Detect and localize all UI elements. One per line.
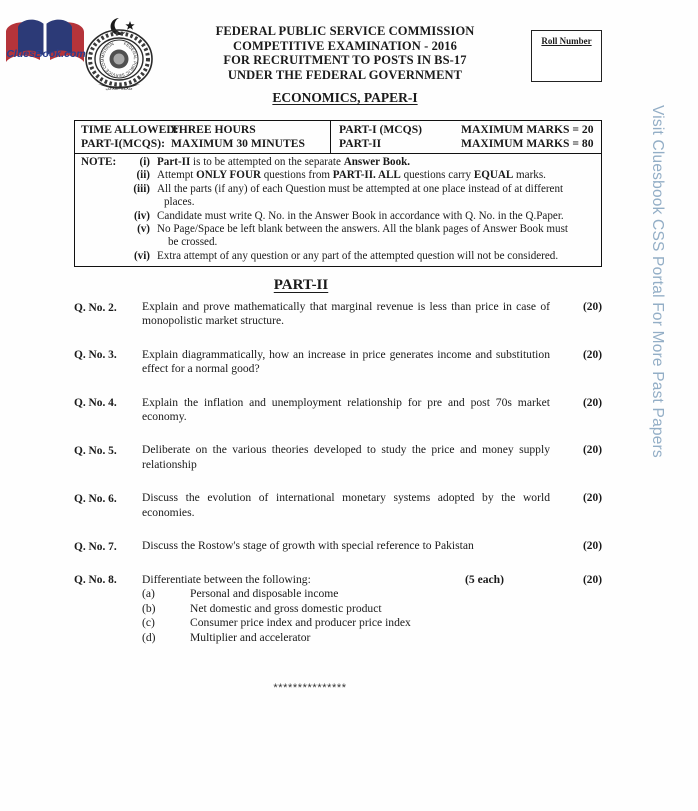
note-text: Candidate must write Q. No. in the Answer Book in accordance with Q. No. in the Q.Paper.	[157, 209, 564, 222]
question-marks: (20)	[583, 301, 602, 313]
note-number: (ii)	[136, 169, 150, 182]
note-text: Attempt ONLY FOUR questions from PART-II. ALL questions carry EQUAL marks.	[157, 169, 546, 182]
header-title-line-2: COMPETITIVE EXAMINATION - 2016	[233, 38, 457, 53]
part2-marks-value: MAXIMUM MARKS = 80	[461, 137, 594, 150]
question-marks: (20)	[583, 396, 602, 409]
table-row	[339, 137, 601, 151]
note-lead-spacer	[81, 223, 127, 236]
question-text: Explain the inflation and unemployment relationship for pre and post 70s market economy.	[142, 395, 550, 424]
list-item	[142, 587, 550, 601]
question-marks: (20)	[583, 348, 602, 361]
question-item	[74, 443, 602, 472]
question-number: Q. No. 4.	[74, 397, 117, 410]
questions-list	[74, 300, 602, 664]
svg-text:متحده اسلامی: متحده اسلامی	[105, 85, 133, 91]
question-each-marks: (5 each)	[465, 572, 504, 586]
question-text: Explain and prove mathematically that marginal revenue is less than price in case of monopolistic market structure.	[142, 300, 550, 328]
question-number: Q. No. 5.	[74, 444, 117, 457]
part2-marks-label: PART-II	[339, 137, 382, 150]
note-item	[81, 250, 595, 263]
sub-item-text: Personal and disposable income	[190, 587, 339, 601]
note-lead-spacer	[81, 183, 127, 196]
note-item	[81, 156, 595, 169]
time-allowed-label: TIME ALLOWED:	[81, 123, 179, 136]
header-titles	[170, 24, 520, 106]
note-item	[81, 169, 595, 182]
note-lead-label: NOTE:	[81, 156, 117, 168]
list-item	[142, 631, 550, 645]
note-number: (vi)	[133, 249, 150, 262]
question-number: Q. No. 3.	[74, 349, 117, 362]
question-text: Discuss the evolution of international monetary systems adopted by the world economies.	[142, 491, 550, 519]
page-title: ECONOMICS, PAPER-I	[272, 90, 418, 106]
part1-marks-value: MAXIMUM MARKS = 20	[461, 123, 594, 136]
question-marks: (20)	[583, 492, 602, 505]
sub-item-text: Multiplier and accelerator	[190, 630, 311, 644]
note-lead-spacer	[81, 169, 127, 182]
sub-item-label: (a)	[142, 587, 155, 601]
note-item	[81, 210, 595, 223]
question-text: Differentiate between the following:	[142, 572, 311, 586]
marks-table-left-column	[75, 121, 331, 153]
marks-table	[75, 121, 601, 154]
question-marks: (20)	[583, 540, 602, 553]
note-number: (iii)	[133, 182, 150, 195]
note-number: (v)	[137, 223, 150, 236]
time-allowed-value: THREE HOURS	[171, 123, 256, 136]
note-text: All the parts (if any) of each Question must be attempted at one place instead of at different	[157, 182, 564, 195]
sub-item-text: Consumer price index and producer price index	[190, 616, 411, 630]
question-sub-list	[142, 587, 550, 645]
part2-heading: PART-II	[273, 277, 329, 293]
note-text-continuation: be crossed.	[168, 236, 218, 249]
header-title-line-1: FEDERAL PUBLIC SERVICE COMMISSION	[215, 24, 475, 38]
table-row	[81, 123, 330, 137]
roll-number-label: Roll Number	[541, 36, 592, 46]
sub-item-label: (d)	[142, 630, 156, 644]
note-text: No Page/Space be left blank between the answers. All the blank pages of Answer Book must	[157, 223, 568, 236]
note-text: Extra attempt of any question or any part of the attempted question will not be considered.	[157, 249, 559, 262]
sub-item-text: Net domestic and gross domestic product	[190, 601, 382, 615]
note-lead-spacer	[81, 250, 127, 263]
header-title-line-3: FOR RECRUITMENT TO POSTS IN BS-17	[223, 53, 467, 68]
question-item	[74, 396, 602, 425]
question-marks: (20)	[583, 444, 602, 457]
note-text-continuation: places.	[164, 196, 195, 209]
fpsc-emblem-icon	[80, 14, 158, 94]
sub-item-label: (b)	[142, 601, 156, 615]
note-number: (iv)	[133, 209, 150, 222]
question-text: Discuss the Rostow's stage of growth with special reference to Pakistan	[142, 539, 474, 553]
question-number: Q. No. 7.	[74, 540, 117, 553]
note-item	[81, 183, 595, 196]
note-block	[75, 154, 601, 266]
list-item	[142, 602, 550, 616]
table-row	[81, 137, 330, 151]
list-item	[142, 616, 550, 630]
question-head-row	[142, 573, 550, 587]
sidebar-watermark	[649, 0, 697, 811]
question-number: Q. No. 2.	[74, 301, 117, 314]
note-number: (i)	[139, 156, 150, 168]
note-lead-spacer	[81, 210, 127, 223]
part1-marks-label: PART-I (MCQS)	[339, 123, 423, 136]
question-text: Deliberate on the various theories developed to study the price and money supply relationship	[142, 443, 550, 471]
roll-number-box[interactable]	[531, 30, 602, 82]
header-title-line-4: UNDER THE FEDERAL GOVERNMENT	[227, 67, 463, 82]
svg-text:FEDERAL PUBLIC SERVICE COMMISS: FEDERAL PUBLIC SERVICE COMMISSION	[99, 40, 138, 79]
note-item	[81, 223, 595, 236]
cluesbook-logo-icon	[2, 12, 88, 74]
part1-time-value: MAXIMUM 30 MINUTES	[171, 137, 305, 150]
page-header	[0, 0, 698, 112]
part1-time-label: PART-I(MCQS):	[81, 137, 165, 150]
question-item	[74, 539, 602, 554]
question-item	[74, 573, 602, 645]
question-item	[74, 300, 602, 329]
question-item	[74, 491, 602, 520]
table-row	[339, 123, 601, 137]
note-text: Part-II is to be attempted on the separate Answer Book.	[157, 156, 411, 168]
question-marks: (20)	[583, 573, 602, 586]
question-item	[74, 348, 602, 377]
question-text: Explain diagrammatically, how an increase in price generates income and substitution effect for a normal good?	[142, 347, 550, 376]
sidebar-watermark-text: Visit Cluesbook CSS Portal For More Past Papers	[649, 105, 666, 458]
footer-asterisks: ***************	[273, 682, 347, 694]
question-number: Q. No. 8.	[74, 574, 117, 587]
cluesbook-logo	[2, 12, 88, 74]
sub-item-label: (c)	[142, 616, 155, 630]
marks-table-right-column	[331, 121, 601, 153]
cluesbook-logo-text: CluesBook.com	[6, 48, 86, 60]
question-number: Q. No. 6.	[74, 492, 117, 505]
exam-info-block	[74, 120, 602, 267]
question-body	[142, 573, 564, 645]
